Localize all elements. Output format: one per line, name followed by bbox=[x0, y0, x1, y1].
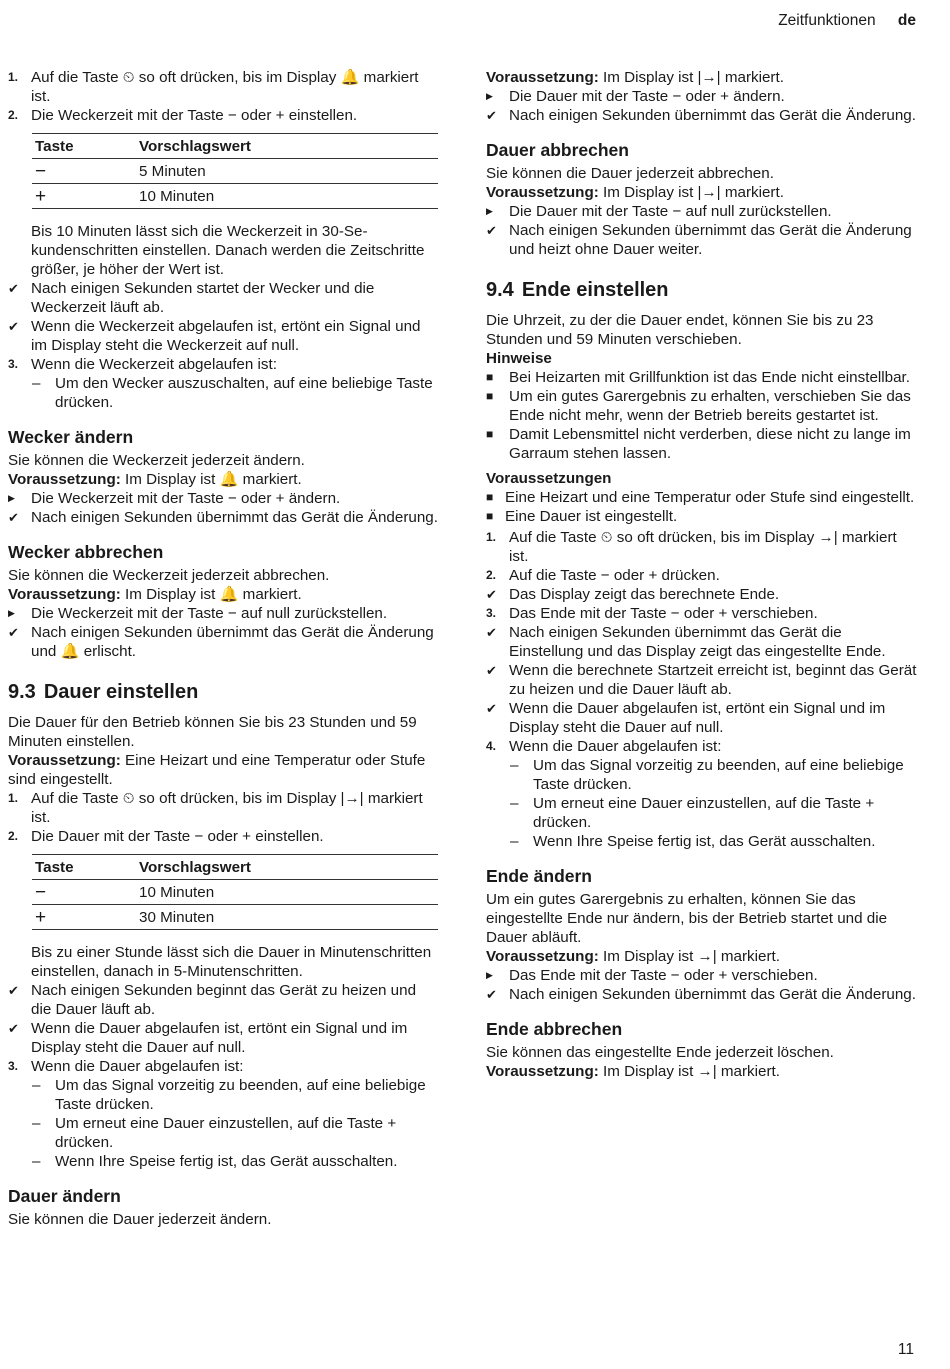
action-item: ▶ Die Dauer mit der Taste − auf null zurückstellen. bbox=[486, 203, 832, 220]
table-header: Taste bbox=[32, 134, 136, 159]
paragraph: Um ein gutes Garergebnis zu erhalten, können Sie das eingestellte Ende nur ändern, bis der Betrieb startet und die Dauer abläuft. bbox=[486, 891, 888, 946]
step-item: 4. Wenn die Dauer abgelaufen ist: bbox=[486, 738, 722, 755]
heading-wecker-abbrechen: Wecker abbrechen bbox=[8, 542, 164, 562]
condition: Voraussetzung: Im Display ist |→| markiert. bbox=[486, 184, 784, 201]
paragraph: Sie können die Weckerzeit jederzeit ändern. bbox=[8, 452, 305, 469]
result-item: ✔ Nach einigen Sekunden startet der Wecker und die Weckerzeit läuft ab. bbox=[8, 280, 375, 316]
result-item: ✔ Nach einigen Sekunden übernimmt das Gerät die Änderung und 🔔 erlischt. bbox=[8, 624, 434, 660]
table-row: + 30 Minuten bbox=[32, 905, 438, 930]
action-item: ▶ Die Weckerzeit mit der Taste − oder + ändern. bbox=[8, 490, 341, 507]
result-item: ✔ Wenn die Dauer abgelaufen ist, ertönt ein Signal und im Display steht die Dauer auf null. bbox=[486, 700, 886, 736]
paragraph: Sie können die Dauer jederzeit abbrechen. bbox=[486, 165, 774, 182]
check-icon: ✔ bbox=[486, 987, 497, 1002]
right-column bbox=[486, 68, 918, 1081]
paragraph: Die Dauer für den Betrieb können Sie bis 23 Stunden und 59 Minuten einstellen. bbox=[8, 714, 417, 750]
action-item: ▶ Die Dauer mit der Taste − oder + ändern. bbox=[486, 88, 785, 105]
sub-item: – Um erneut eine Dauer einzustellen, auf die Taste + drücken. bbox=[510, 795, 875, 831]
check-icon: ✔ bbox=[8, 625, 19, 640]
page-number: 11 bbox=[897, 1341, 914, 1358]
action-item: ▶ Die Weckerzeit mit der Taste − auf null zurückstellen. bbox=[8, 605, 388, 622]
heading-9-4: 9.4 Ende einstellen bbox=[486, 279, 669, 301]
step-item: 2. Die Dauer mit der Taste − oder + einstellen. bbox=[8, 828, 324, 845]
section-title: Zeitfunktionen bbox=[778, 12, 876, 29]
condition: Voraussetzung: Im Display ist |→| markiert. bbox=[486, 69, 784, 86]
hint-item: ■ Bei Heizarten mit Grillfunktion ist das Ende nicht einstellbar. bbox=[486, 369, 910, 386]
heading-wecker-aendern: Wecker ändern bbox=[8, 427, 134, 447]
paragraph: Sie können das eingestellte Ende jederzeit löschen. bbox=[486, 1044, 834, 1061]
check-icon: ✔ bbox=[486, 701, 497, 716]
arrow-icon: ▶ bbox=[486, 206, 493, 216]
arrow-icon: ▶ bbox=[8, 493, 15, 503]
condition: Voraussetzung: Im Display ist →| markiert. bbox=[486, 1063, 780, 1080]
step-3-wecker: 3. Wenn die Weckerzeit abgelaufen ist: bbox=[8, 356, 277, 373]
arrow-icon: ▶ bbox=[486, 970, 493, 980]
heading-dauer-aendern: Dauer ändern bbox=[8, 1186, 121, 1206]
paragraph: Sie können die Weckerzeit jederzeit abbrechen. bbox=[8, 567, 330, 584]
result-item: ✔ Nach einigen Sekunden übernimmt das Gerät die Einstellung und das Display zeigt das eingestellte Ende. bbox=[486, 624, 886, 660]
bullet-icon: ■ bbox=[486, 490, 494, 504]
table-header: Taste bbox=[32, 855, 136, 880]
condition: Voraussetzung: Im Display ist 🔔 markiert. bbox=[8, 471, 302, 488]
condition: Voraussetzung: Im Display ist →| markiert. bbox=[486, 948, 780, 965]
result-item: ✔ Wenn die Dauer abgelaufen ist, ertönt ein Signal und im Display steht die Dauer auf null. bbox=[8, 1020, 408, 1056]
wecker-note: Bis 10 Minuten lässt sich die Weckerzeit in 30-Sekundenschritten einstellen. Danach werden die Zeitschritte größer, je höher der Wert ist. bbox=[31, 223, 425, 278]
check-icon: ✔ bbox=[486, 663, 497, 678]
arrow-icon: ▶ bbox=[8, 608, 15, 618]
heading-dauer-abbrechen: Dauer abbrechen bbox=[486, 140, 629, 160]
sub-item: – Um erneut eine Dauer einzustellen, auf die Taste + drücken. bbox=[32, 1115, 397, 1151]
result-item: ✔ Nach einigen Sekunden übernimmt das Gerät die Änderung. bbox=[486, 986, 916, 1003]
heading-ende-abbrechen: Ende abbrechen bbox=[486, 1019, 623, 1039]
result-item: ✔ Nach einigen Sekunden übernimmt das Gerät die Änderung und heizt ohne Dauer weiter. bbox=[486, 222, 912, 258]
bullet-icon: ■ bbox=[486, 509, 494, 523]
sub-item: – Wenn Ihre Speise fertig ist, das Gerät ausschalten. bbox=[510, 833, 876, 850]
paragraph: Die Uhrzeit, zu der die Dauer endet, können Sie bis zu 23 Stunden und 59 Minuten verschieben. bbox=[486, 312, 874, 348]
prereq-item: ■ Eine Heizart und eine Temperatur oder Stufe sind eingestellt. bbox=[486, 489, 915, 506]
dauer-note: Bis zu einer Stunde lässt sich die Dauer in Minutenschritten einstellen, danach in 5-Minutenschritten. bbox=[31, 944, 432, 980]
sub-item: – Um das Signal vorzeitig zu beenden, auf eine beliebige Taste drücken. bbox=[32, 1077, 426, 1113]
heading-ende-aendern: Ende ändern bbox=[486, 866, 592, 886]
step-item: 2. Auf die Taste − oder + drücken. bbox=[486, 567, 720, 584]
sub-item: – Wenn Ihre Speise fertig ist, das Gerät ausschalten. bbox=[32, 1153, 398, 1170]
result-item: ✔ Wenn die Weckerzeit abgelaufen ist, ertönt ein Signal und im Display steht die Weckerzeit auf null. bbox=[8, 318, 421, 354]
result-item: ✔ Nach einigen Sekunden übernimmt das Gerät die Änderung. bbox=[8, 509, 438, 526]
table-row: − 10 Minuten bbox=[32, 880, 438, 905]
hint-item: ■ Damit Lebensmittel nicht verderben, diese nicht zu lange im Garraum stehen lassen. bbox=[486, 426, 911, 462]
step-2-wecker: 2. Die Weckerzeit mit der Taste − oder + einstellen. bbox=[8, 107, 358, 124]
check-icon: ✔ bbox=[486, 223, 497, 238]
table-header: Vorschlagswert bbox=[136, 134, 438, 159]
left-column bbox=[8, 68, 438, 1229]
check-icon: ✔ bbox=[8, 983, 19, 998]
table-header: Vorschlagswert bbox=[136, 855, 438, 880]
result-item: ✔ Wenn die berechnete Startzeit erreicht ist, beginnt das Gerät zu heizen und die Dauer läuft ab. bbox=[486, 662, 917, 698]
step-1-wecker: 1. Auf die Taste ⏲ so oft drücken, bis im Display 🔔 markiert ist. bbox=[8, 69, 419, 105]
check-icon: ✔ bbox=[8, 281, 19, 296]
step-item: 1. Auf die Taste ⏲ so oft drücken, bis im Display →| markiert ist. bbox=[486, 529, 897, 565]
paragraph: Sie können die Dauer jederzeit ändern. bbox=[8, 1211, 272, 1228]
action-item: ▶ Das Ende mit der Taste − oder + verschieben. bbox=[486, 967, 818, 984]
table-row: + 10 Minuten bbox=[32, 184, 438, 209]
step-item: 1. Auf die Taste ⏲ so oft drücken, bis im Display |→| markiert ist. bbox=[8, 790, 423, 826]
step-item: 3. Wenn die Dauer abgelaufen ist: bbox=[8, 1058, 244, 1075]
sub-item: – Um das Signal vorzeitig zu beenden, auf eine beliebige Taste drücken. bbox=[510, 757, 904, 793]
arrow-icon: ▶ bbox=[486, 91, 493, 101]
step-item: 3. Das Ende mit der Taste − oder + verschieben. bbox=[486, 605, 818, 622]
hints-heading: Hinweise bbox=[486, 350, 552, 367]
result-item: ✔ Das Display zeigt das berechnete Ende. bbox=[486, 586, 780, 603]
check-icon: ✔ bbox=[8, 319, 19, 334]
result-item: ✔ Nach einigen Sekunden beginnt das Gerät zu heizen und die Dauer läuft ab. bbox=[8, 982, 417, 1018]
check-icon: ✔ bbox=[486, 108, 497, 123]
check-icon: ✔ bbox=[486, 625, 497, 640]
check-icon: ✔ bbox=[8, 510, 19, 525]
language-code: de bbox=[897, 12, 916, 29]
result-item: ✔ Nach einigen Sekunden übernimmt das Gerät die Änderung. bbox=[486, 107, 916, 124]
dauer-value-table bbox=[32, 854, 438, 930]
hint-item: ■ Um ein gutes Garergebnis zu erhalten, verschieben Sie das Ende nicht mehr, wenn der Betrieb bereits gestartet ist. bbox=[486, 388, 911, 424]
bullet-icon: ■ bbox=[486, 370, 494, 384]
sub-item: – Um den Wecker auszuschalten, auf eine beliebige Taste drücken. bbox=[32, 375, 433, 411]
page-header bbox=[778, 11, 916, 30]
bullet-icon: ■ bbox=[486, 427, 494, 441]
prereq-heading: Voraussetzungen bbox=[486, 470, 612, 487]
condition: Voraussetzung: Eine Heizart und eine Temperatur oder Stufe sind eingestellt. bbox=[8, 752, 426, 788]
check-icon: ✔ bbox=[486, 587, 497, 602]
wecker-value-table bbox=[32, 133, 438, 209]
heading-9-3: 9.3 Dauer einstellen bbox=[8, 681, 199, 703]
check-icon: ✔ bbox=[8, 1021, 19, 1036]
condition: Voraussetzung: Im Display ist 🔔 markiert. bbox=[8, 586, 302, 603]
bullet-icon: ■ bbox=[486, 389, 494, 403]
table-row: − 5 Minuten bbox=[32, 159, 438, 184]
prereq-item: ■ Eine Dauer ist eingestellt. bbox=[486, 508, 678, 525]
